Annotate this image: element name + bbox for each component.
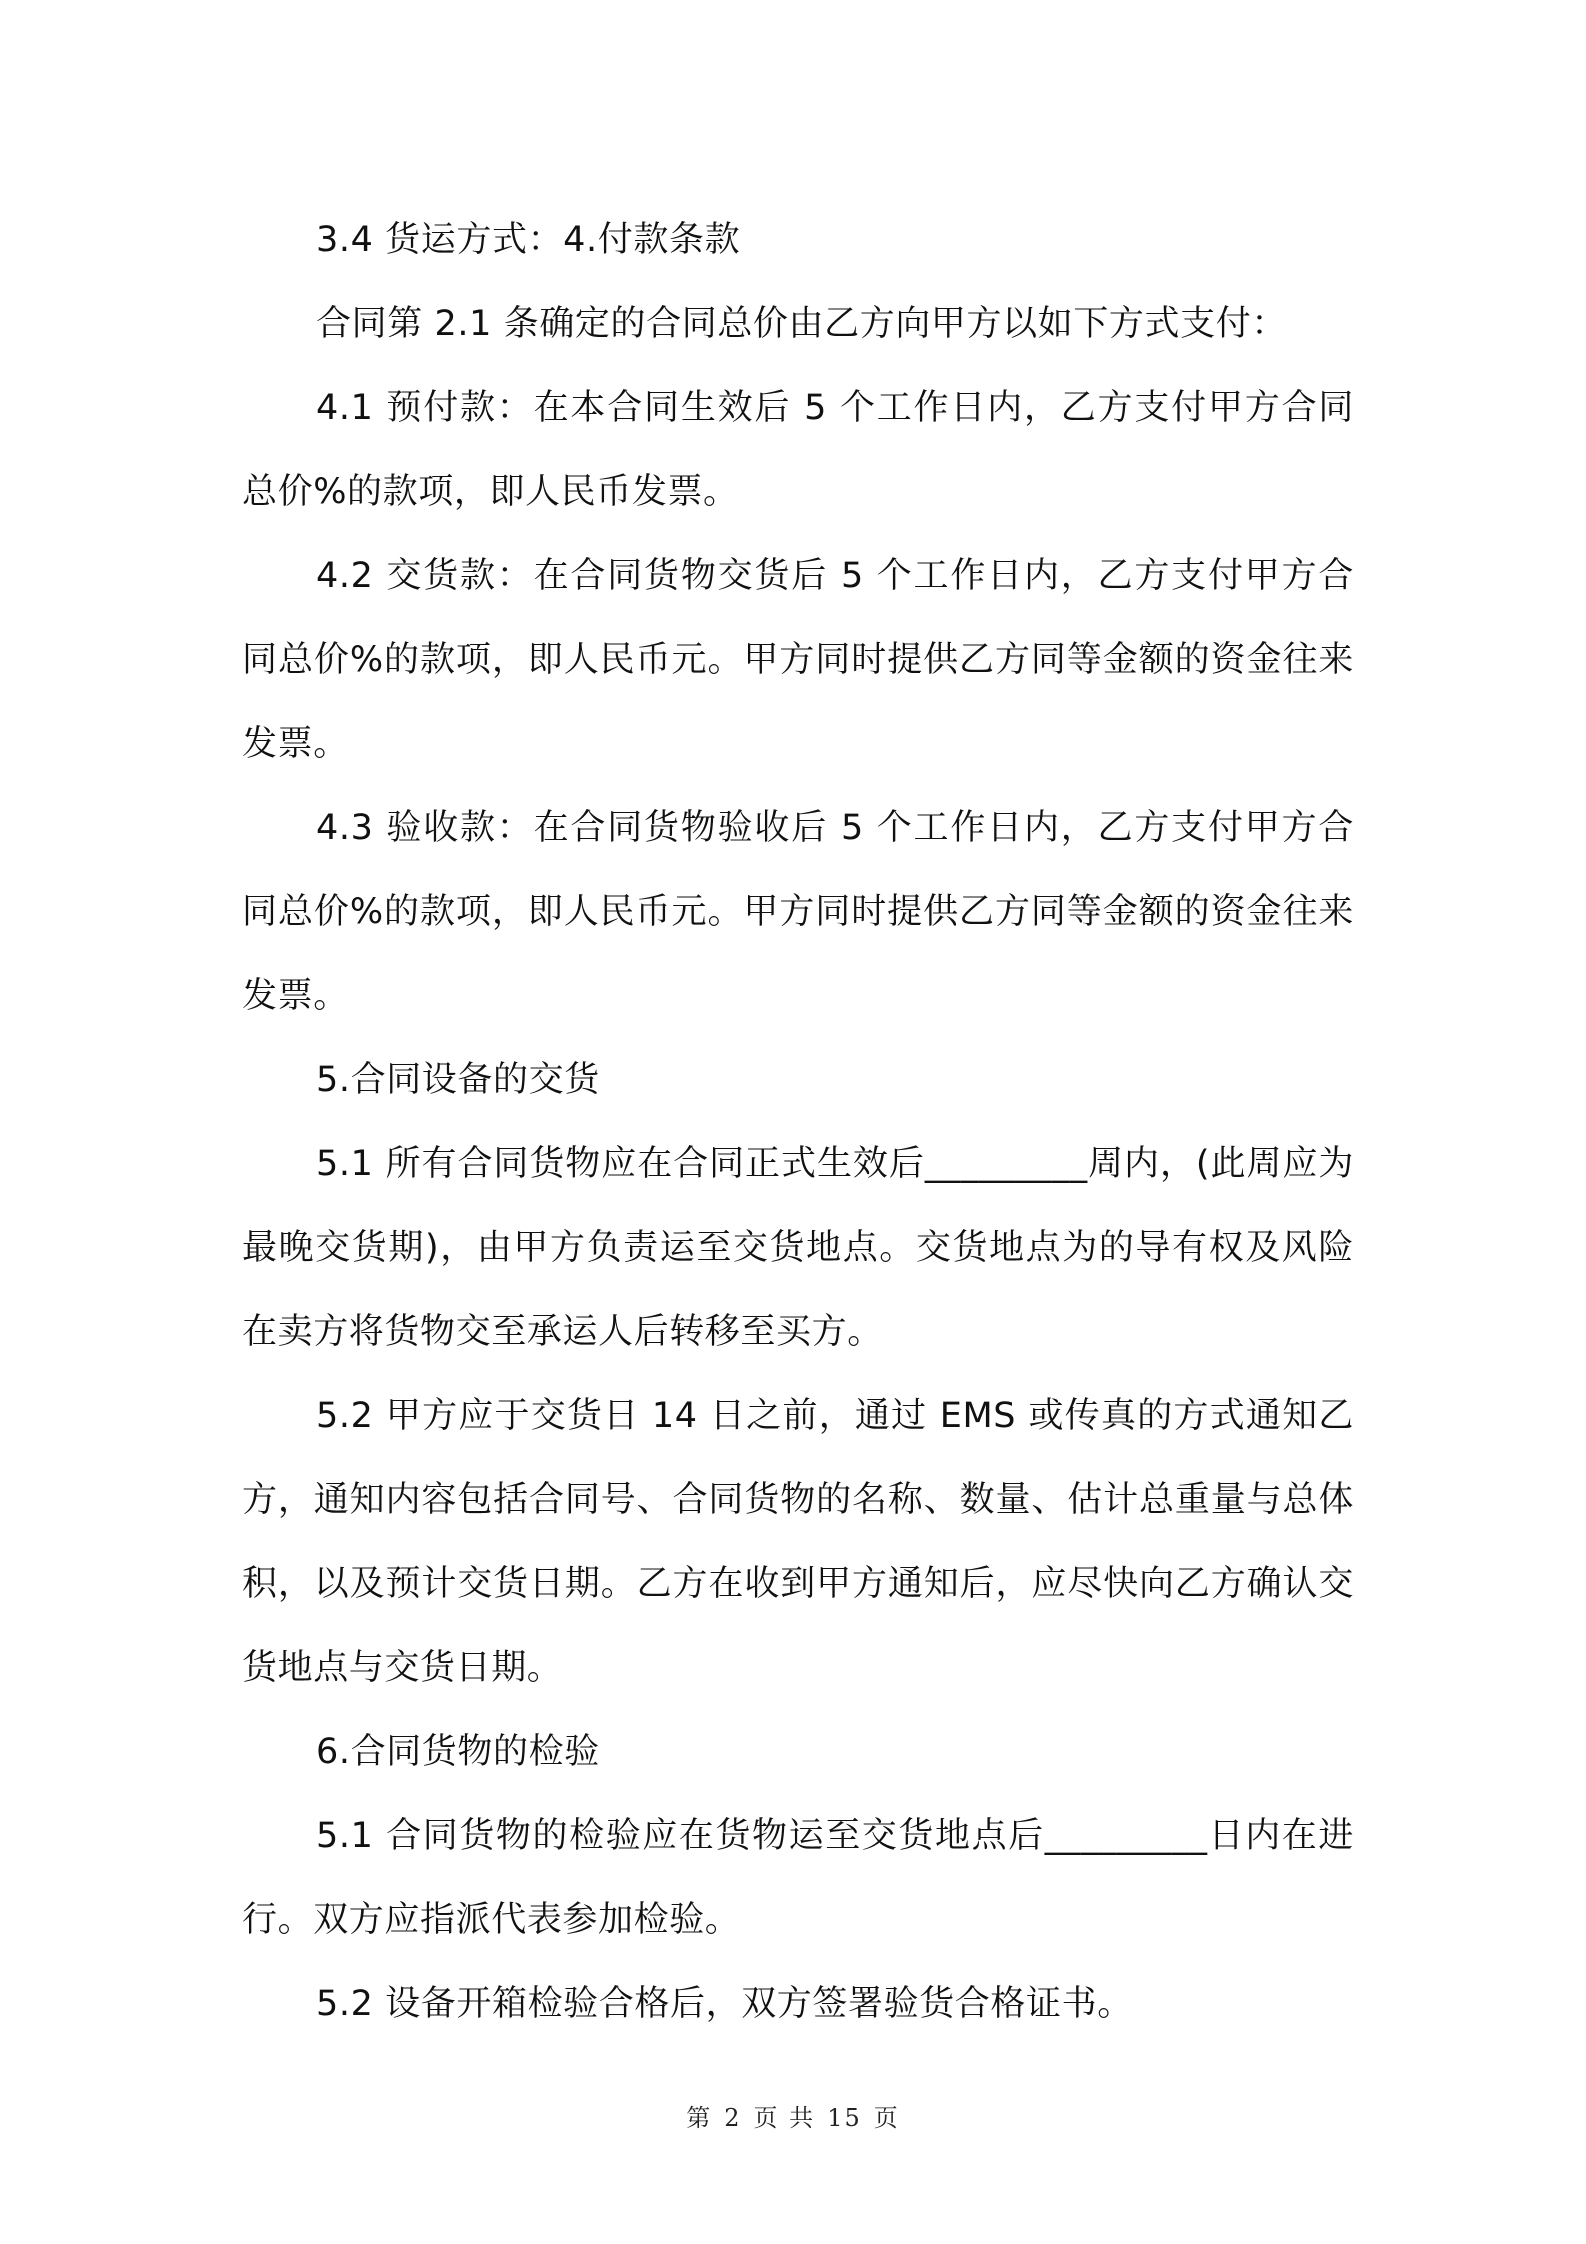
paragraph: 合同第 2.1 条确定的合同总价由乙方向甲方以如下方式支付： bbox=[316, 304, 1287, 344]
current-page-number: 2 bbox=[724, 2104, 742, 2132]
paragraph: 4.2 交货款：在合同货物交货后 5 个工作日内，乙方支付甲方合同总价%的款项，即人民币元。甲方同时提供乙方同等金额的资金往来发票。 bbox=[242, 556, 1354, 764]
page-label-prefix: 第 bbox=[686, 2104, 713, 2132]
paragraph: 5.1 所有合同货物应在合同正式生效后_________周内，(此周应为最晚交货期)，由甲方负责运至交货地点。交货地点为的导有权及风险在卖方将货物交至承运人后转移至买方。 bbox=[242, 1144, 1354, 1352]
total-pages-number: 15 bbox=[827, 2104, 862, 2132]
page-label-suffix: 页 bbox=[873, 2104, 900, 2132]
section-heading: 3.4 货运方式：4.付款条款 bbox=[316, 220, 741, 260]
page-footer bbox=[0, 2098, 1586, 2133]
paragraph: 5.2 设备开箱检验合格后，双方签署验货合格证书。 bbox=[316, 1984, 1133, 2024]
section-heading: 6.合同货物的检验 bbox=[316, 1732, 600, 1772]
paragraph: 4.3 验收款：在合同货物验收后 5 个工作日内，乙方支付甲方合同总价%的款项，即人民币元。甲方同时提供乙方同等金额的资金往来发票。 bbox=[242, 808, 1354, 1016]
paragraph: 4.1 预付款：在本合同生效后 5 个工作日内，乙方支付甲方合同总价%的款项，即人民币发票。 bbox=[242, 388, 1354, 512]
paragraph: 5.1 合同货物的检验应在货物运至交货地点后_________日内在进行。双方应指派代表参加检验。 bbox=[242, 1816, 1354, 1940]
paragraph: 5.2 甲方应于交货日 14 日之前，通过 EMS 或传真的方式通知乙方，通知内容包括合同号、合同货物的名称、数量、估计总重量与总体积，以及预计交货日期。乙方在收到甲方通知后，应尽快向乙方确认交货地点与交货日期。 bbox=[242, 1396, 1354, 1688]
document-body bbox=[242, 198, 1354, 2046]
section-heading: 5.合同设备的交货 bbox=[316, 1060, 600, 1100]
page-label-mid: 页 共 bbox=[753, 2104, 816, 2132]
